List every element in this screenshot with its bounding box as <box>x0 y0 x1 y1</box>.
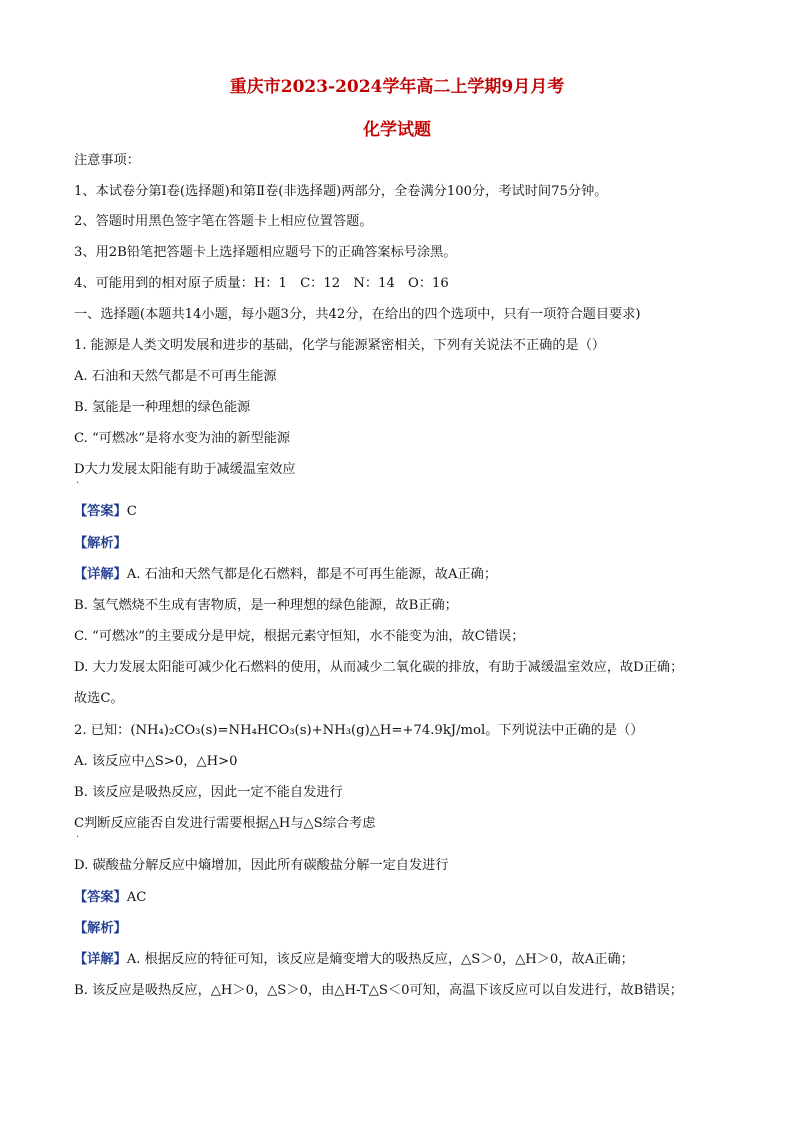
q2-option-a: A. 该反应中△S>0，△H>0 <box>74 754 238 769</box>
detail-label: 【详解】 <box>74 952 127 967</box>
q1-option-d: D大力发展太阳能有助于减缓温室效应 <box>74 462 296 477</box>
detail-label: 【详解】 <box>74 567 127 582</box>
q1-stem: 1. 能源是人类文明发展和进步的基础，化学与能源紧密相关，下列有关说法不正确的是（） <box>74 338 606 353</box>
q1-detail-a <box>74 566 754 584</box>
answer-label: 【答案】 <box>74 890 127 905</box>
detail-text: A. 石油和天然气都是化石燃料，都是不可再生能源，故A正确； <box>126 567 498 582</box>
page-subtitle: 化学试题 <box>363 120 431 140</box>
q1-conclusion: 故选C。 <box>74 691 124 706</box>
answer-label: 【答案】 <box>74 504 127 519</box>
note-3: 3、用2B铅笔把答题卡上选择题相应题号下的正确答案标号涂黑。 <box>74 245 457 260</box>
page-title: 重庆市2023-2024学年高二上学期9月月考 <box>229 77 565 97</box>
analysis-label: 【解析】 <box>74 921 127 936</box>
answer-value: AC <box>126 890 147 905</box>
q2-detail-b: B. 该反应是吸热反应，△H＞0，△S＞0，由△H-T△S＜0可知，高温下该反应可以自发进行，故B错误； <box>74 983 683 998</box>
q1-analysis-label <box>74 535 754 553</box>
note-2: 2、答题时用黑色签字笔在答题卡上相应位置答题。 <box>74 214 373 229</box>
q2-answer <box>74 889 754 907</box>
q1-option-a: A. 石油和天然气都是不可再生能源 <box>74 369 277 384</box>
q1-detail-c: C. “可燃冰”的主要成分是甲烷，根据元素守恒知，水不能变为油，故C错误； <box>74 629 525 644</box>
q2-option-c: C判断反应能否自发进行需要根据△H与△S综合考虑 <box>74 816 376 831</box>
note-1: 1、本试卷分第Ⅰ卷(选择题)和第Ⅱ卷(非选择题)两部分，全卷满分100分，考试时间75分钟。 <box>74 184 608 199</box>
stray-dot: · <box>76 832 80 843</box>
notes-heading: 注意事项： <box>74 153 140 168</box>
q2-option-d: D. 碳酸盐分解反应中熵增加，因此所有碳酸盐分解一定自发进行 <box>74 858 449 873</box>
stray-dot: · <box>76 478 80 489</box>
note-4: 4、可能用到的相对原子质量：H：1 C：12 N：14 O：16 <box>74 276 449 291</box>
analysis-label: 【解析】 <box>74 536 127 551</box>
q1-detail-d: D. 大力发展太阳能可减少化石燃料的使用，从而减少二氧化碳的排放，有助于减缓温室效应，故D正确； <box>74 660 684 675</box>
q2-analysis-label <box>74 920 754 938</box>
q2-stem: 2. 已知：(NH₄)₂CO₃(s)=NH₄HCO₃(s)+NH₃(g)△H=+74.9kJ/mol。下列说法中正确的是（） <box>74 723 644 738</box>
q2-option-b: B. 该反应是吸热反应，因此一定不能自发进行 <box>74 785 343 800</box>
q1-option-c: C. “可燃冰”是将水变为油的新型能源 <box>74 431 291 446</box>
q1-detail-b: B. 氢气燃烧不生成有害物质，是一种理想的绿色能源，故B正确； <box>74 598 458 613</box>
detail-text: A. 根据反应的特征可知，该反应是熵变增大的吸热反应，△S＞0，△H＞0，故A正确； <box>126 952 634 967</box>
q1-answer <box>74 503 754 521</box>
answer-value: C <box>126 504 137 519</box>
q1-option-b: B. 氢能是一种理想的绿色能源 <box>74 400 251 415</box>
q2-detail-a <box>74 951 754 969</box>
section-heading: 一、选择题(本题共14小题，每小题3分，共42分，在给出的四个选项中，只有一项符合题目要求) <box>74 307 641 322</box>
